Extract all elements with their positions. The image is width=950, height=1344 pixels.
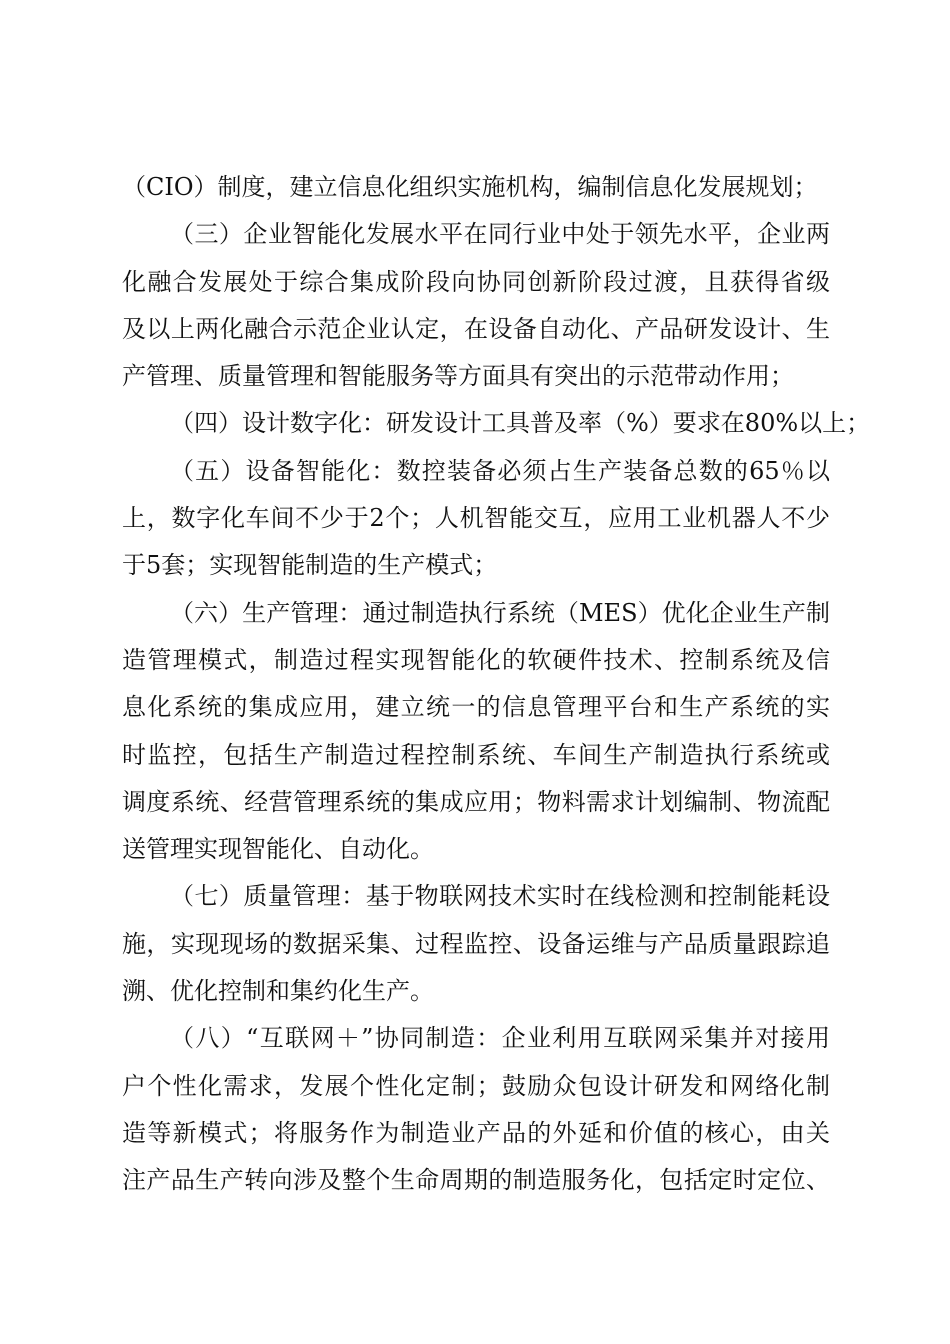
text-line: 造管理模式，制造过程实现智能化的软硬件技术、控制系统及信 <box>122 645 830 674</box>
text-line: （七）质量管理：基于物联网技术实时在线检测和控制能耗设 <box>170 882 830 911</box>
document-body <box>122 164 871 1205</box>
text-line: 注产品生产转向涉及整个生命周期的制造服务化，包括定时定位、 <box>122 1166 830 1195</box>
text-line: 时监控，包括生产制造过程控制系统、车间生产制造执行系统或 <box>122 740 830 769</box>
text-line: （三）企业智能化发展水平在同行业中处于领先水平，企业两 <box>170 220 830 249</box>
text-line: （CIO）制度，建立信息化组织实施机构，编制信息化发展规划； <box>122 173 818 201</box>
text-line: 户个性化需求，发展个性化定制；鼓励众包设计研发和网络化制 <box>122 1071 830 1100</box>
text-line: 产管理、质量管理和智能服务等方面具有突出的示范带动作用； <box>122 362 794 391</box>
text-line: （五）设备智能化：数控装备必须占生产装备总数的65％以 <box>170 456 830 485</box>
text-line: 化融合发展处于综合集成阶段向协同创新阶段过渡，且获得省级 <box>122 267 830 296</box>
text-line: 溯、优化控制和集约化生产。 <box>122 977 434 1006</box>
text-line: 造等新模式；将服务作为制造业产品的外延和价值的核心，由关 <box>122 1118 830 1147</box>
text-line: （八）“互联网＋”协同制造：企业利用互联网采集并对接用 <box>170 1024 830 1053</box>
text-line: （四）设计数字化：研发设计工具普及率（%）要求在80%以上； <box>170 409 871 438</box>
text-line: （六）生产管理：通过制造执行系统（MES）优化企业生产制 <box>170 598 830 627</box>
text-line: 息化系统的集成应用，建立统一的信息管理平台和生产系统的实 <box>122 693 830 722</box>
text-line: 上，数字化车间不少于2个；人机智能交互，应用工业机器人不少 <box>122 504 830 533</box>
text-line: 于5套；实现智能制造的生产模式； <box>122 551 498 580</box>
text-line: 及以上两化融合示范企业认定，在设备自动化、产品研发设计、生 <box>122 314 830 343</box>
text-line: 施，实现现场的数据采集、过程监控、设备运维与产品质量跟踪追 <box>122 929 830 958</box>
text-line: 送管理实现智能化、自动化。 <box>122 835 434 864</box>
text-line: 调度系统、经营管理系统的集成应用；物料需求计划编制、物流配 <box>122 787 830 816</box>
